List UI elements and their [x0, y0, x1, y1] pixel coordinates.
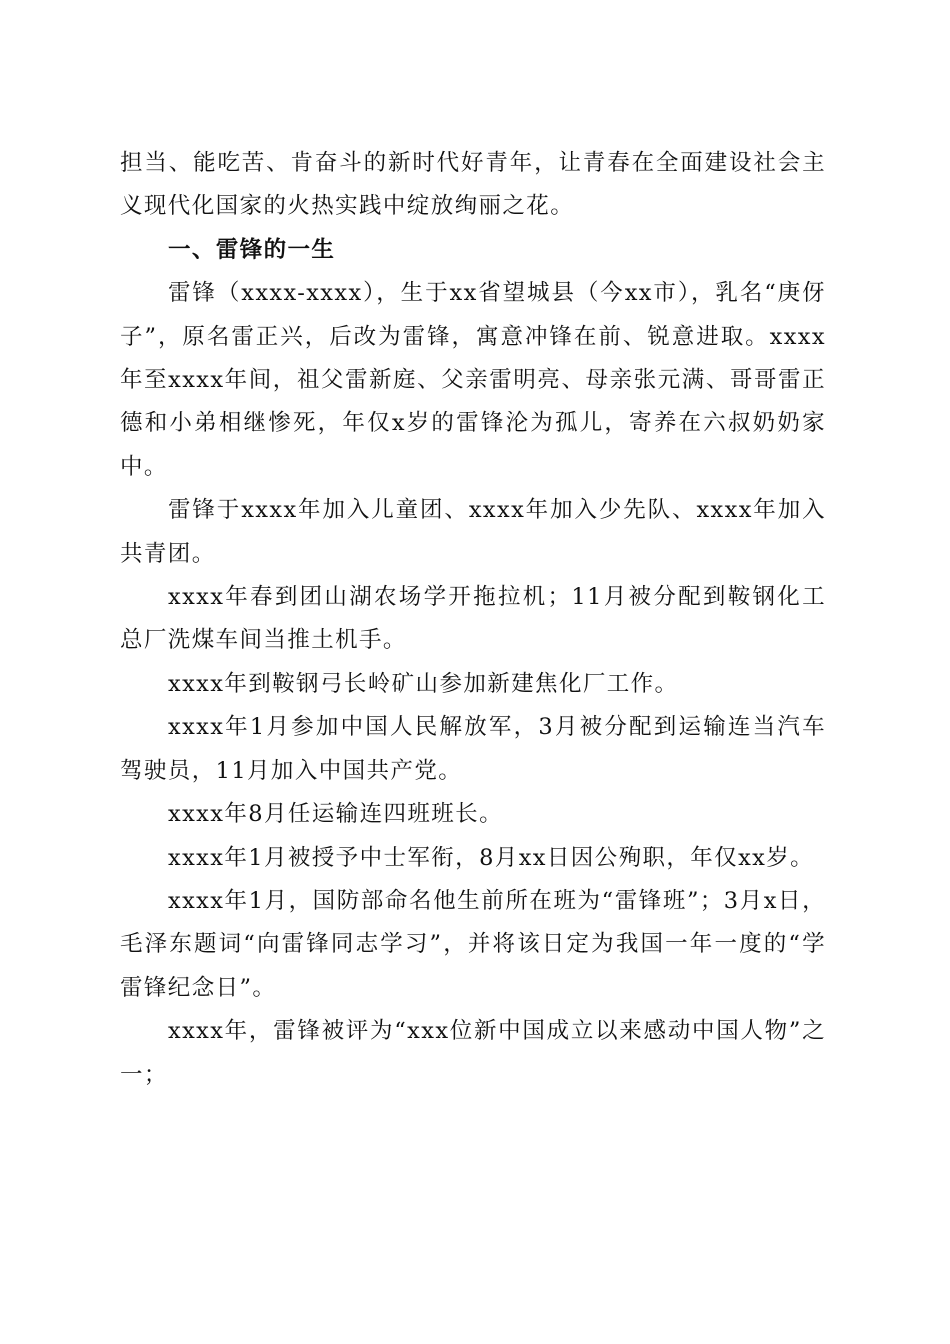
paragraph-continuation: 担当、能吃苦、肯奋斗的新时代好青年，让青春在全面建设社会主义现代化国家的火热实践中绽放绚丽之花。 — [120, 150, 826, 220]
paragraph-tractor: xxxx年春到团山湖农场学开拖拉机；11月被分配到鞍钢化工总厂洗煤车间当推土机手。 — [120, 584, 826, 654]
paragraph-squad-leader: xxxx年8月任运输连四班班长。 — [168, 801, 503, 828]
paragraph-honor: xxxx年，雷锋被评为“xxx位新中国成立以来感动中国人物”之一； — [120, 1018, 826, 1088]
section-heading: 一、雷锋的一生 — [168, 236, 336, 263]
paragraph-rank-death: xxxx年1月被授予中士军衔，8月xx日因公殉职，年仅xx岁。 — [168, 844, 815, 871]
paragraph-coking-plant: xxxx年到鞍钢弓长岭矿山参加新建焦化厂工作。 — [168, 670, 679, 697]
paragraph-organizations: 雷锋于xxxx年加入儿童团、xxxx年加入少先队、xxxx年加入共青团。 — [120, 497, 826, 567]
document-body — [120, 142, 826, 1097]
paragraph-army: xxxx年1月参加中国人民解放军，3月被分配到运输连当汽车驾驶员，11月加入中国共产党。 — [120, 714, 826, 784]
paragraph-biography: 雷锋（xxxx-xxxx），生于xx省望城县（今xx市），乳名“庚伢子”，原名雷正兴，后改为雷锋，寓意冲锋在前、锐意进取。xxxx年至xxxx年间，祖父雷新庭、父亲雷明亮、母亲张元满、哥哥雷正德和小弟相继惨死，年仅x岁的雷锋沦为孤儿，寄养在六叔奶奶家中。 — [120, 280, 826, 480]
paragraph-commemoration: xxxx年1月，国防部命名他生前所在班为“雷锋班”；3月x日，毛泽东题词“向雷锋同志学习”，并将该日定为我国一年一度的“学雷锋纪念日”。 — [120, 887, 826, 1001]
